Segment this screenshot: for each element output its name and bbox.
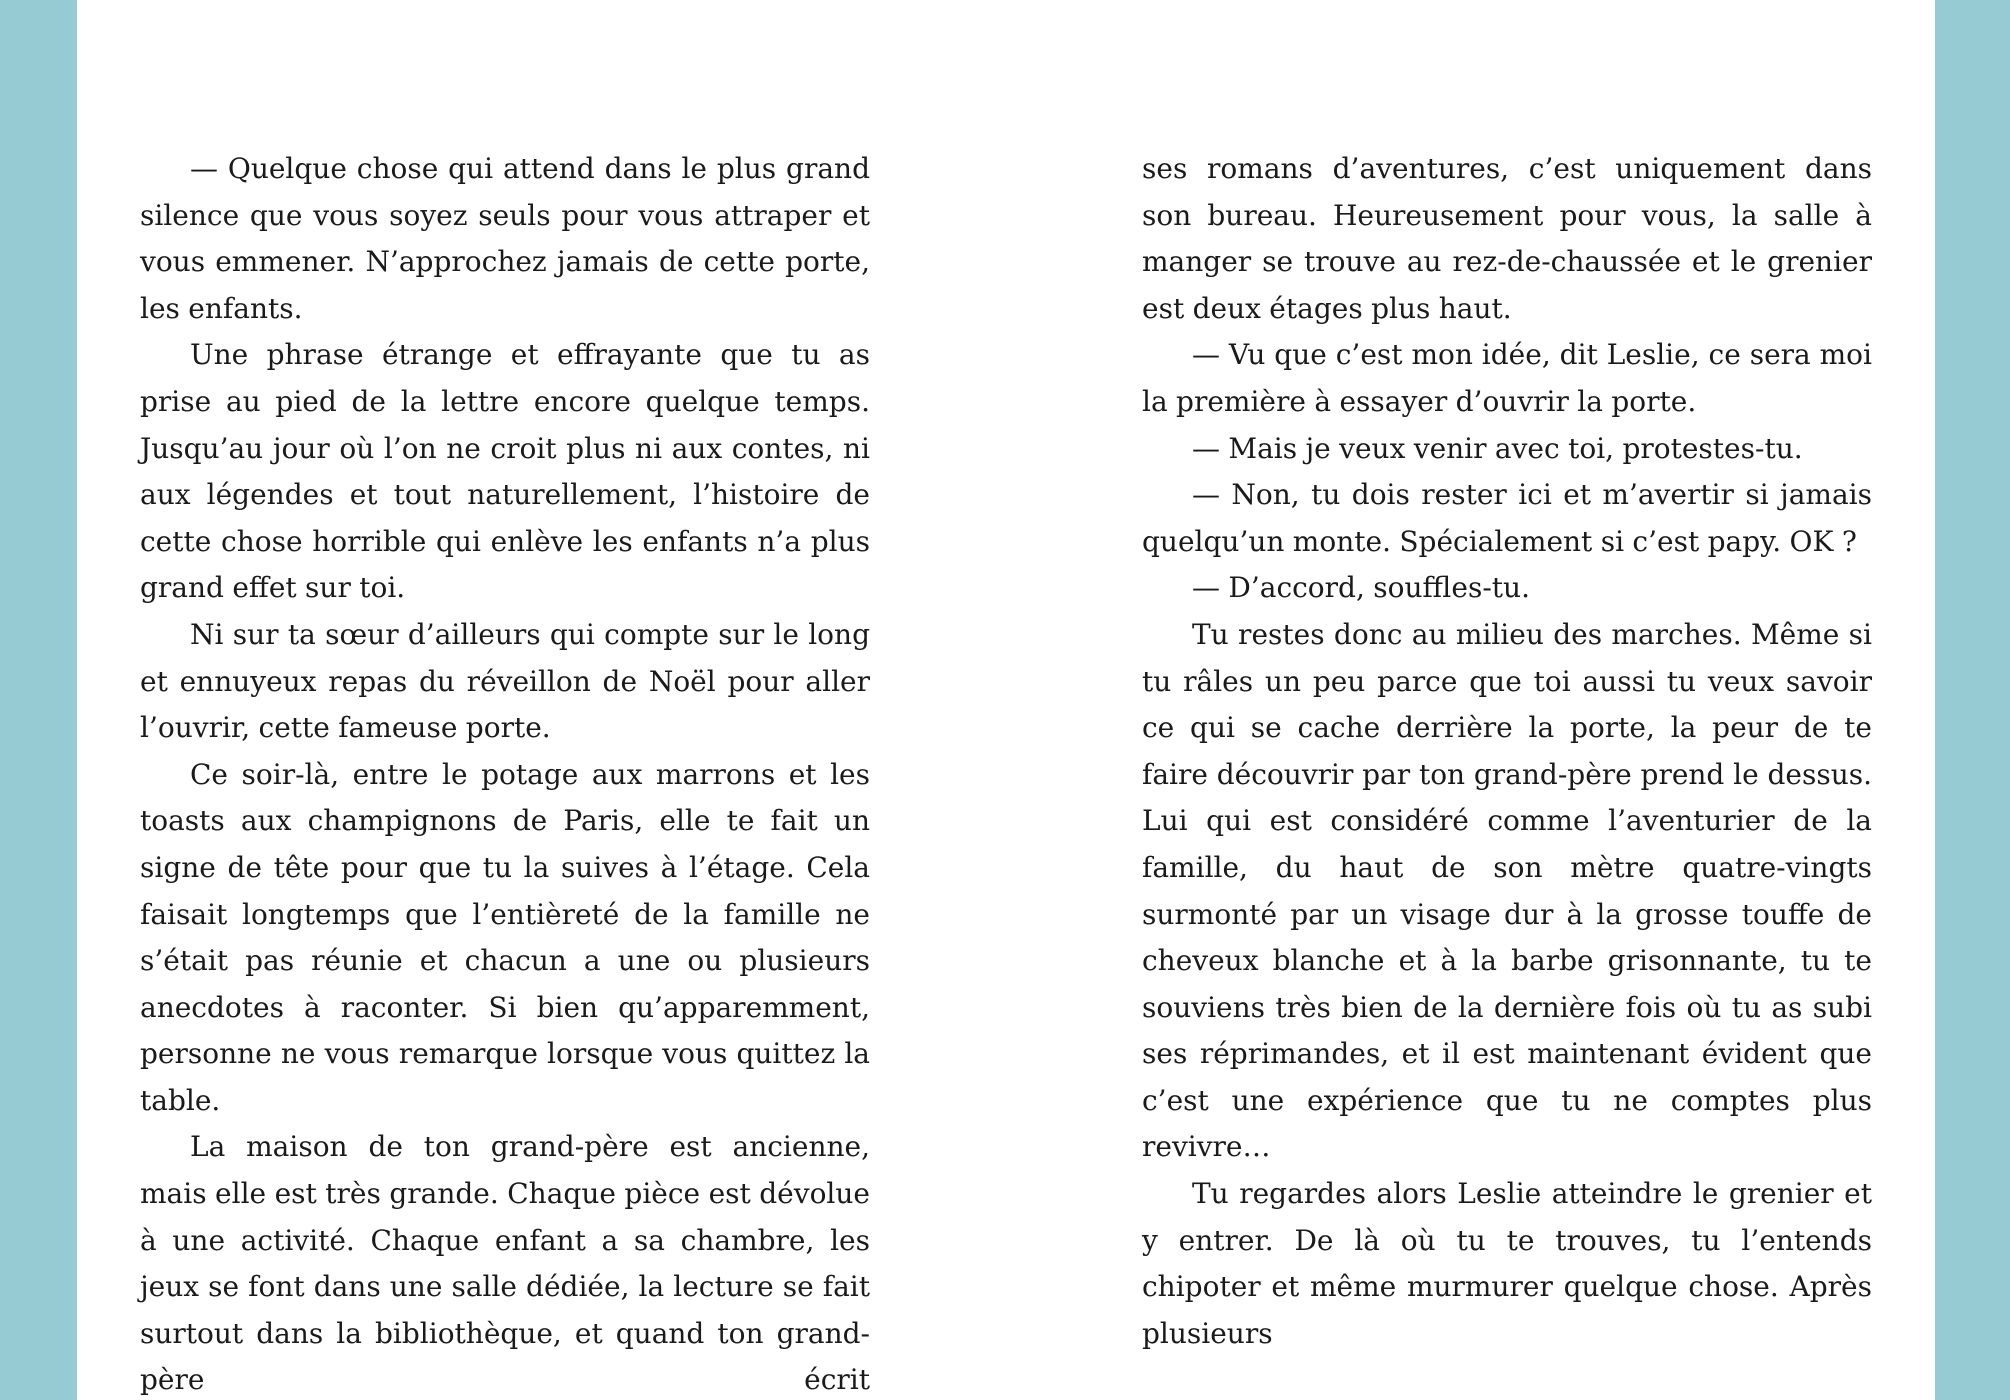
book-spread (77, 0, 1935, 1400)
paragraph-continuation: ses romans d’aventures, c’est uniquement dans son bureau. Heureusement pour vous, la salle à manger se trouve au rez-de-chaussée et le grenier est deux étages plus haut. (1142, 152, 1872, 325)
paragraph: Ce soir-là, entre le potage aux marrons et les toasts aux champignons de Paris, elle te fait un signe de tête pour que tu la suives à l’étage. Cela faisait longtemps que l’entièreté de la famille ne s’était pas réunie et chacun a une ou plusieurs anecdotes à raconter. Si bien qu’apparemment, personne ne vous remarque lorsque vous quittez la table. (140, 757, 870, 1117)
paragraph: La maison de ton grand-père est ancienne, mais elle est très grande. Chaque pièce est dévolue à une activité. Chaque enfant a sa chambre, les jeux se font dans une salle dédiée, la lecture se fait surtout dans la bibliothèque, et quand ton grand-père écrit (140, 1130, 870, 1397)
paragraph: — Non, tu dois rester ici et m’avertir si jamais quelqu’un monte. Spécialement si c’est papy. OK ? (1142, 478, 1872, 558)
paragraph: Ni sur ta sœur d’ailleurs qui compte sur le long et ennuyeux repas du réveillon de Noël pour aller l’ouvrir, cette fameuse porte. (140, 617, 870, 745)
paragraph: Une phrase étrange et effrayante que tu as prise au pied de la lettre encore quelque temps. Jusqu’au jour où l’on ne croit plus ni aux contes, ni aux légendes et tout naturellement, l’histoire de cette chose horrible qui enlève les enfants n’a plus grand effet sur toi. (140, 338, 870, 605)
paragraph: Tu restes donc au milieu des marches. Même si tu râles un peu parce que toi aussi tu veux savoir ce qui se cache derrière la porte, la peur de te faire découvrir par ton grand-père prend le dessus. Lui qui est considéré comme l’aventurier de la famille, du haut de son mètre quatre-vingts surmonté par un visage dur à la grosse touffe de cheveux blanche et à la barbe grisonnante, tu te souviens très bien de la dernière fois où tu as subi ses réprimandes, et il est maintenant évident que c’est une expérience que tu ne comptes plus revivre… (1142, 617, 1872, 1164)
paragraph: Tu regardes alors Leslie atteindre le grenier et y entrer. De là où tu te trouves, tu l’entends chipoter et même murmurer quelque chose. Après plusieurs (1142, 1177, 1872, 1350)
left-page-text (140, 146, 870, 1400)
paragraph: — Quelque chose qui attend dans le plus grand silence que vous soyez seuls pour vous attraper et vous emmener. N’approchez jamais de cette porte, les enfants. (140, 152, 870, 325)
right-page-text (1142, 146, 1872, 1357)
paragraph: — Mais je veux venir avec toi, protestes-tu. (1192, 431, 1803, 465)
paragraph: — Vu que c’est mon idée, dit Leslie, ce sera moi la première à essayer d’ouvrir la porte. (1142, 338, 1872, 418)
paragraph: — D’accord, souffles-tu. (1192, 571, 1530, 605)
